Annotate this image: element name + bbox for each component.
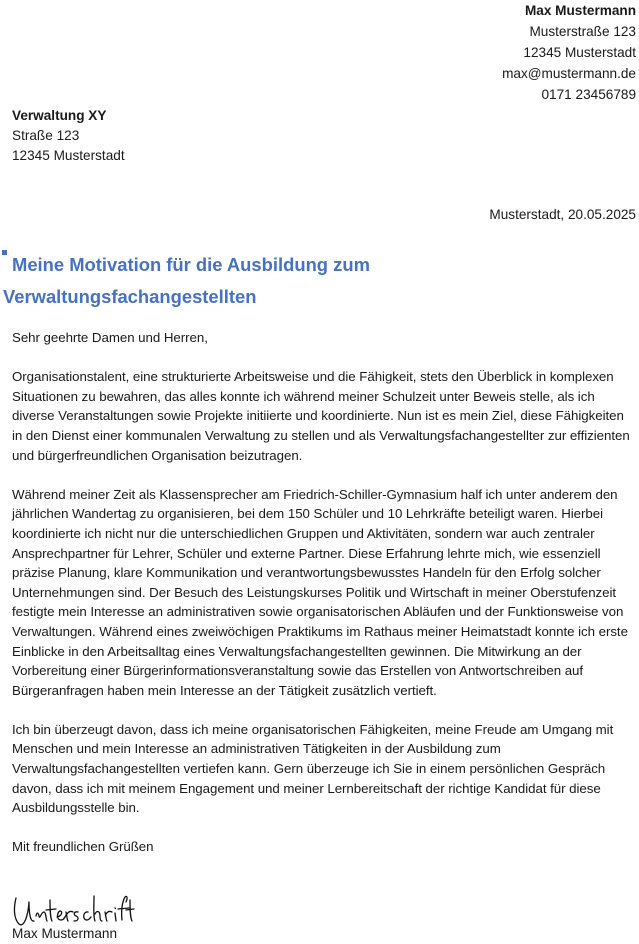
- recipient-street: Straße 123: [12, 128, 80, 143]
- letter-body: [12, 328, 634, 857]
- subject-line-2: Verwaltungsfachangestellten: [3, 286, 257, 307]
- handwritten-signature: [10, 890, 135, 928]
- date-line: Musterstadt, 20.05.2025: [489, 207, 636, 222]
- paragraph-1: Organisationstalent, eine strukturierte Arbeitsweise und die Fähigkeit, stets den Überblick in komplexen Situationen zu bewahren, das alles konnte ich während meiner Schulzeit unter Beweis stelle, als ich diverse Veranstaltungen sowie Projekte initiierte und koordinierte. Nun ist es mein Ziel, diese Fähigkeiten in den Dienst einer kommunalen Verwaltung zu stellen und als Verwaltungsfachangestellter zur effizienten und bürgerfreundlichen Organisation beizutragen.: [12, 369, 630, 463]
- sender-address: [502, 0, 636, 105]
- salutation: Sehr geehrte Damen und Herren,: [12, 330, 208, 345]
- paragraph-3: Ich bin überzeugt davon, dass ich meine organisatorischen Fähigkeiten, meine Freude am Umgang mit Menschen und mein Interesse an administrativen Tätigkeiten in der Ausbildung zum Verwaltungsfachangestellten vertiefen kann. Gern überzeuge ich Sie in einem persönlichen Gespräch davon, dass ich mit meinem Engagement und meiner Lernbereitschaft der richtige Kandidat für diese Ausbildungsstelle bin.: [12, 721, 614, 816]
- paragraph-2: Während meiner Zeit als Klassensprecher am Friedrich-Schiller-Gymnasium half ich unter anderem den jährlichen Wandertag zu organisieren, bei dem 150 Schüler und 10 Lehrkräfte beteiligt waren. Hierbei koordinierte ich nicht nur die unterschiedlichen Gruppen und Aktivitäten, sondern war auch zentraler Ansprechpartner für Lehrer, Schüler und externe Partner. Diese Erfahrung lehrte mich, wie essenziell präzise Planung, klare Kommunikation und verantwortungsbewusstes Handeln für den Erfolg solcher Unternehmungen sind. Der Besuch des Leistungskurses Politik und Wirtschaft in meiner Oberstufenzeit festigte mein Interesse an administrativen sowie organisatorischen Abläufen und der Funktionsweise von Verwaltungen. Während eines zweiwöchigen Praktikums im Rathaus meiner Heimatstadt konnte ich erste Einblicke in den Arbeitsalltag eines Verwaltungsfachangestellten gewinnen. Die Mitwirkung an der Vorbereitung einer Bürgerinformationsveranstaltung sowie das Erstellen von Antwortschreiben auf Bürgeranfragen haben mein Interesse an der Tätigkeit zusätzlich vertieft.: [12, 486, 628, 698]
- sender-city: 12345 Musterstadt: [523, 45, 636, 60]
- subject-line-1: Meine Motivation für die Ausbildung zum: [12, 254, 370, 275]
- signature-name: Max Mustermann: [12, 926, 118, 941]
- recipient-address: [12, 106, 125, 166]
- sender-email: max@mustermann.de: [502, 66, 636, 81]
- closing: Mit freundlichen Grüßen: [12, 839, 154, 855]
- sender-phone: 0171 23456789: [541, 87, 636, 102]
- recipient-city: 12345 Musterstadt: [12, 148, 125, 163]
- sender-name: Max Mustermann: [524, 3, 636, 18]
- recipient-name: Verwaltung XY: [12, 108, 107, 123]
- sender-street: Musterstraße 123: [529, 24, 636, 39]
- subject-heading: [3, 249, 603, 313]
